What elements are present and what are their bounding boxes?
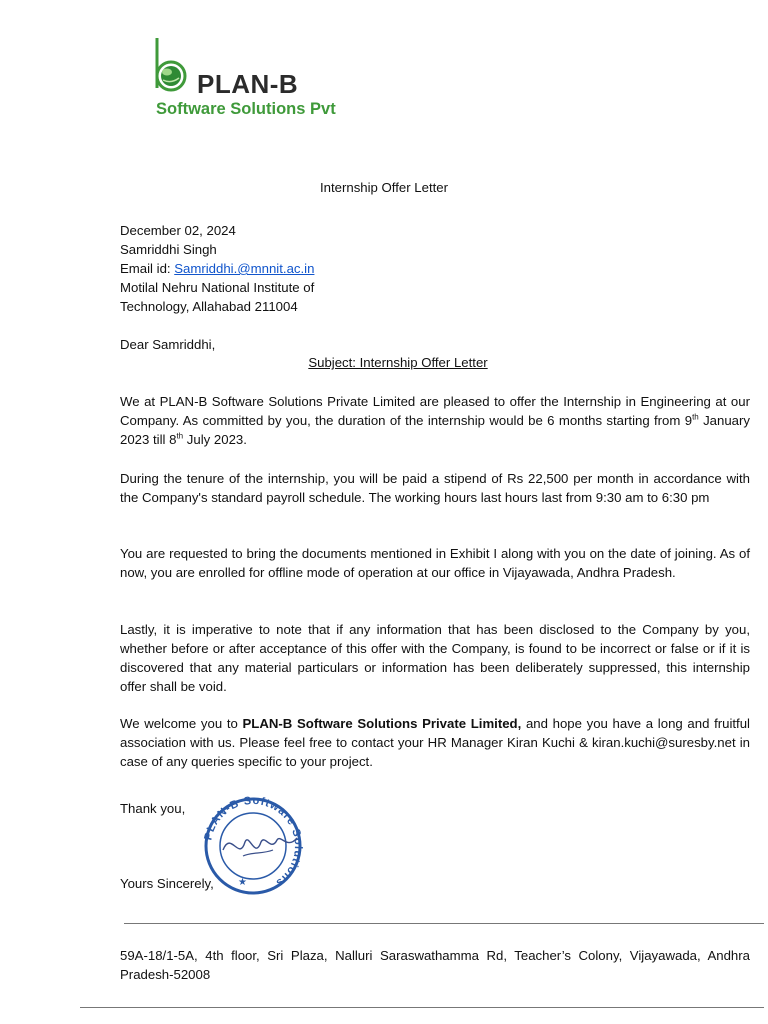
paragraph-offer-text-3: July 2023. [183, 432, 247, 447]
superscript-th-1: th [692, 412, 699, 422]
email-label: Email id: [120, 261, 175, 276]
company-logo [152, 38, 382, 128]
recipient-address-line2: Technology, Allahabad 211004 [120, 299, 298, 314]
paragraph-stipend: During the tenure of the internship, you will be paid a stipend of Rs 22,500 per month in accordance with the Company's standard payroll schedule. The working hours last hours last from 9:30 am to 6:30 pm [120, 471, 750, 505]
footer-divider-bottom [80, 1007, 764, 1008]
paragraph-welcome [120, 714, 750, 771]
closing: Yours Sincerely, [120, 876, 214, 891]
recipient-name: Samriddhi Singh [120, 242, 217, 257]
paragraph-offer-text-2: January 2023 till 8 [120, 413, 750, 447]
globe-logo-icon [152, 38, 202, 100]
paragraph-offer-text-1: We at PLAN-B Software Solutions Private Limited are pleased to offer the Internship in Engineering at our Company. As committed by you, the duration of the internship would be 6 months starting from 9 [120, 394, 750, 428]
paragraph-documents: You are requested to bring the documents mentioned in Exhibit I along with you on the date of joining. As of now, you are enrolled for offline mode of operation at our office in Vijayawada, Andhra Pradesh. [120, 546, 750, 580]
recipient-block [120, 221, 760, 316]
salutation: Dear Samriddhi, [120, 337, 216, 352]
letter-title: Internship Offer Letter [319, 180, 449, 195]
paragraph-welcome-text-2: and hope you have a long and fruitful association with us. Please feel free to contact your HR Manager Kiran Kuchi & kiran.kuchi@suresby.net in case of any queries specific to your project. [120, 716, 750, 769]
stamp-star-icon: ★ [238, 877, 247, 888]
superscript-th-2: th [176, 431, 184, 441]
paragraph-welcome-company: PLAN-B Software Solutions Private Limited, [242, 716, 522, 731]
letter-date: December 02, 2024 [120, 223, 236, 238]
paragraph-disclosure: Lastly, it is imperative to note that if any information that has been disclosed to the Company by you, whether before or after acceptance of this offer with the Company, is found to be incorrect or false or if it is discovered that any material particulars or information has been deliberately suppressed, this internship offer shall be void. [120, 622, 750, 694]
paragraph-welcome-text-1: We welcome you to [120, 716, 243, 731]
paragraph-offer [120, 392, 750, 449]
logo-tagline: Software Solutions Pvt [156, 100, 336, 118]
footer-address: 59A-18/1-5A, 4th floor, Sri Plaza, Nalluri Saraswathamma Rd, Teacher’s Colony, Vijayawada, Andhra Pradesh-52008 [120, 948, 750, 982]
logo-name: PLAN-B [197, 69, 299, 99]
recipient-address-line1: Motilal Nehru National Institute of [120, 280, 315, 295]
recipient-email-link[interactable]: Samriddhi.@mnnit.ac.in [174, 261, 315, 276]
recipient-email-line [120, 259, 760, 278]
footer-divider-top [124, 923, 764, 924]
thank-you: Thank you, [120, 801, 186, 816]
stamp-text: PLAN-B Software Solutions [202, 794, 305, 890]
letter-subject: Subject: Internship Offer Letter [308, 355, 488, 370]
